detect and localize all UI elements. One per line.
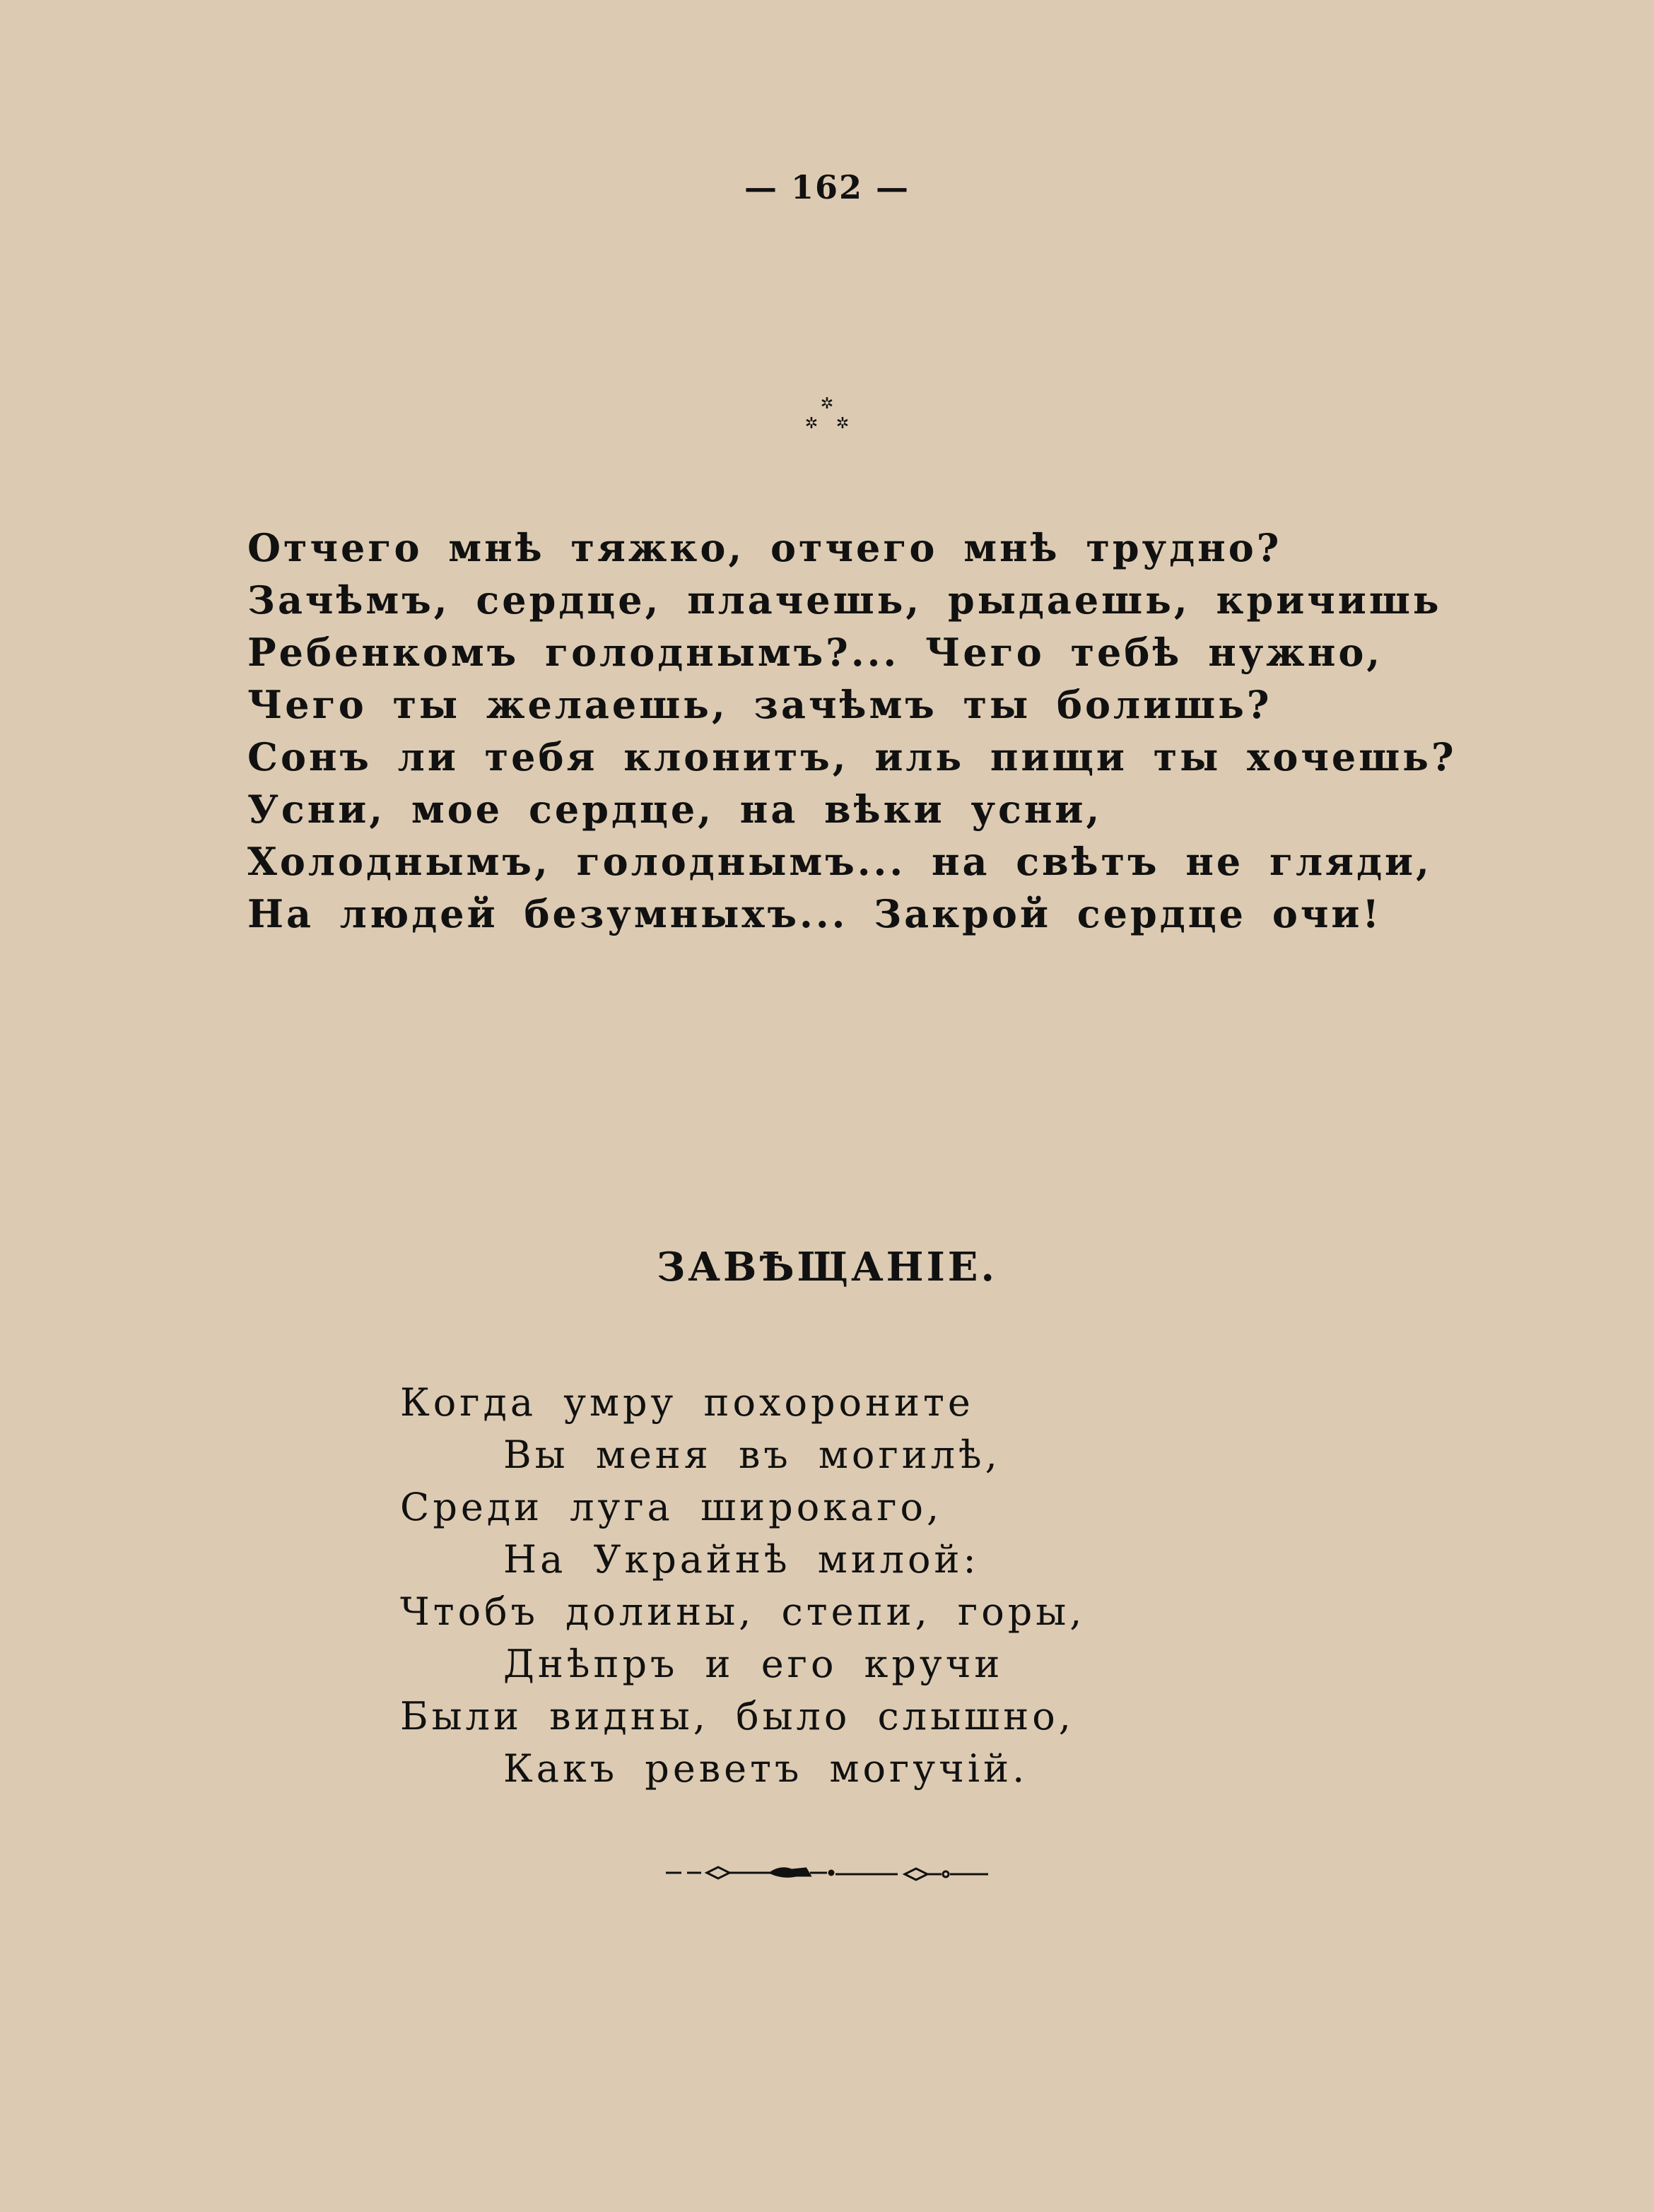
svg-text:✲: ✲ [820,395,834,413]
poem-line: Когда умру похороните [400,1380,974,1425]
asterism-icon [792,393,862,435]
poem-line: Среди луга широкаго, [400,1485,943,1529]
poem-line: На людей безумныхъ... Закрой сердце очи! [247,891,1383,936]
poem-line: Холоднымъ, голоднымъ... на свѣтъ не гляди, [247,839,1432,884]
poem-line: Вы меня въ могилѣ, [503,1432,1001,1477]
poem-line: Чего ты желаешь, зачѣмъ ты болишь? [247,682,1272,727]
poem-line: Сонъ ли тебя клонитъ, иль пищи ты хочешь? [247,734,1457,780]
poem-line: Отчего мнѣ тяжко, отчего мнѣ трудно? [247,525,1282,570]
poem-testament [400,1377,1319,1795]
ornament-divider [0,1860,1654,1886]
poem-line: На Украйнѣ милой: [503,1537,980,1582]
poem-line: Ребенкомъ голоднымъ?... Чего тебѣ нужно, [247,630,1383,675]
svg-text:✲: ✲ [804,415,819,433]
page-number: — 162 — [744,168,910,206]
poem-line: Усни, мое сердце, на вѣки усни, [247,787,1103,832]
poem-line: Днѣпръ и его кручи [503,1642,1004,1686]
ornament-flourish-icon [664,1860,990,1886]
asterism-divider [0,393,1654,435]
svg-text:✲: ✲ [835,415,850,433]
poem-line: Чтобъ долины, степи, горы, [400,1589,1086,1634]
poem-title: ЗАВѢЩАНІЕ. [657,1244,997,1290]
poem-line: Зачѣмъ, сердце, плачешь, рыдаешь, кричишь [247,577,1442,623]
poem-line: Были видны, было слышно, [400,1694,1074,1739]
poem-line: Какъ реветъ могучій. [503,1746,1028,1791]
poem-untitled [247,522,1457,940]
